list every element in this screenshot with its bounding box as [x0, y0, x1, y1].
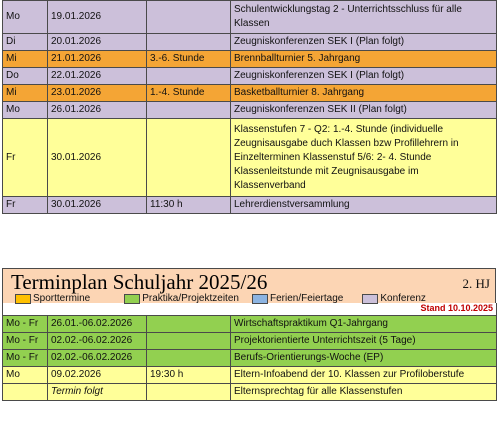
cell-day: Mi [3, 85, 48, 102]
cell-time [147, 332, 231, 349]
cell-time [147, 34, 231, 51]
table-row [3, 68, 497, 85]
table-row [3, 315, 497, 332]
cell-date: Termin folgt [48, 383, 147, 400]
table-row [3, 366, 497, 383]
cell-event: Klassenstufen 7 - Q2: 1.-4. Stunde (individuelle Zeugnisausgabe duch Klassen bzw Profillehrern in Einzelterminen Klassenstuf 5/6: 2- 4. Stunde Klassenleitstunde mit Zeugnisausgabe im Klassenverband [231, 119, 497, 197]
cell-day: Mo - Fr [3, 315, 48, 332]
cell-date: 26.01.2026 [48, 102, 147, 119]
cell-date: 23.01.2026 [48, 85, 147, 102]
cell-time [147, 383, 231, 400]
konferenz-swatch [362, 294, 378, 304]
half-year-label: 2. HJ [462, 276, 490, 291]
legend-label: Ferien/Feiertage [269, 293, 344, 304]
cell-date: 02.02.-06.02.2026 [48, 332, 147, 349]
table-row [3, 349, 497, 366]
table-row [3, 332, 497, 349]
cell-day: Mo [3, 1, 48, 34]
cell-day: Mo - Fr [3, 349, 48, 366]
cell-day: Di [3, 34, 48, 51]
table-row [3, 102, 497, 119]
table-row [3, 34, 497, 51]
ferien-swatch [252, 294, 268, 304]
cell-time [147, 68, 231, 85]
table-row [3, 1, 497, 34]
cell-day: Fr [3, 119, 48, 197]
cell-time [147, 315, 231, 332]
stand-row [3, 303, 497, 315]
table-row [3, 51, 497, 68]
cell-date: 19.01.2026 [48, 1, 147, 34]
cell-event: Elternsprechtag für alle Klassenstufen [231, 383, 497, 400]
cell-day: Mi [3, 51, 48, 68]
cell-time: 3.-6. Stunde [147, 51, 231, 68]
cell-event: Schulentwicklungstag 2 - Unterrichtsschluss für alle Klassen [231, 1, 497, 34]
sport-swatch [15, 294, 31, 304]
page-title: Terminplan Schuljahr 2025/26 [11, 270, 268, 294]
cell-time: 19:30 h [147, 366, 231, 383]
cell-date: 09.02.2026 [48, 366, 147, 383]
cell-date: 30.01.2026 [48, 119, 147, 197]
cell-time [147, 1, 231, 34]
schedule-table-bottom [2, 303, 497, 401]
cell-event: Zeugniskonferenzen SEK I (Plan folgt) [231, 34, 497, 51]
cell-event: Berufs-Orientierungs-Woche (EP) [231, 349, 497, 366]
cell-event: Projektorientierte Unterrichtszeit (5 Tage) [231, 332, 497, 349]
cell-date: 02.02.-06.02.2026 [48, 349, 147, 366]
cell-time [147, 102, 231, 119]
cell-date: 22.01.2026 [48, 68, 147, 85]
cell-day: Mo - Fr [3, 332, 48, 349]
cell-event: Zeugniskonferenzen SEK II (Plan folgt) [231, 102, 497, 119]
cell-event: Eltern-Infoabend der 10. Klassen zur Profiloberstufe [231, 366, 497, 383]
table-row [3, 85, 497, 102]
cell-time: 11:30 h [147, 197, 231, 214]
cell-date: 26.01.-06.02.2026 [48, 315, 147, 332]
cell-event: Wirtschaftspraktikum Q1-Jahrgang [231, 315, 497, 332]
cell-time: 1.-4. Stunde [147, 85, 231, 102]
cell-date: 30.01.2026 [48, 197, 147, 214]
schedule-table-top [2, 0, 497, 214]
cell-day: Do [3, 68, 48, 85]
schedule-header [2, 268, 496, 303]
cell-event: Basketballturnier 8. Jahrgang [231, 85, 497, 102]
table-row [3, 197, 497, 214]
legend-label: Sporttermine [33, 293, 91, 304]
cell-date: 21.01.2026 [48, 51, 147, 68]
cell-time [147, 119, 231, 197]
table-row [3, 383, 497, 400]
table-row [3, 119, 497, 197]
cell-event: Lehrerdienstversammlung [231, 197, 497, 214]
cell-day [3, 383, 48, 400]
cell-event: Brennballturnier 5. Jahrgang [231, 51, 497, 68]
cell-day: Mo [3, 102, 48, 119]
legend-label: Konferenz [380, 293, 426, 304]
cell-day: Mo [3, 366, 48, 383]
cell-time [147, 349, 231, 366]
cell-event: Zeugniskonferenzen SEK I (Plan folgt) [231, 68, 497, 85]
cell-day: Fr [3, 197, 48, 214]
cell-date: 20.01.2026 [48, 34, 147, 51]
legend-label: Praktika/Projektzeiten [142, 293, 239, 304]
praktika-swatch [124, 294, 140, 304]
stand-date: Stand 10.10.2025 [3, 303, 497, 315]
